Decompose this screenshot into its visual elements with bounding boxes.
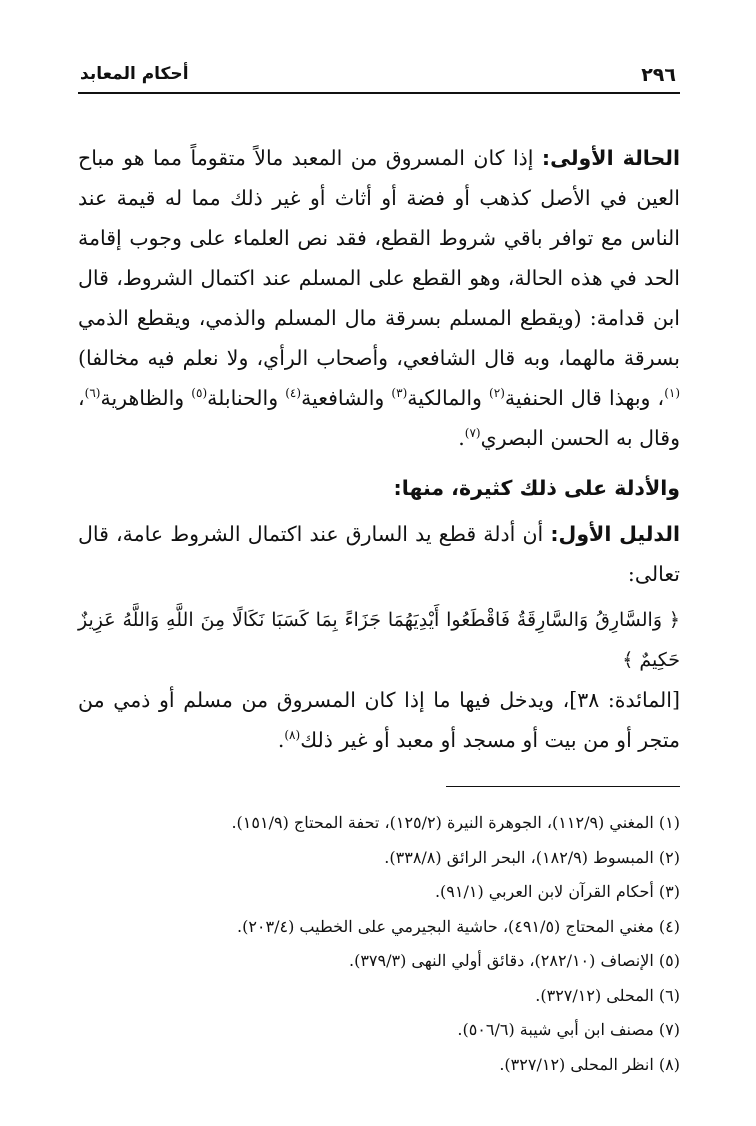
footnote-6: (٦) المحلى (٣٢٧/١٢).	[535, 985, 680, 1005]
book-title: أحكام المعابد	[80, 64, 189, 84]
main-text	[78, 138, 680, 760]
evidence-heading: والأدلة على ذلك كثيرة، منها:	[393, 476, 680, 500]
evidence-one-label: الدليل الأول:	[550, 522, 680, 546]
footnote-1: (١) المغني (١١٢/٩)، الجوهرة النيرة (١٢٥/٢)، تحفة المحتاج (١٥١/٩).	[231, 813, 680, 832]
quran-verse: ﴿ وَالسَّارِقُ وَالسَّارِقَةُ فَاقْطَعُوا أَيْدِيَهُمَا جَزَاءً بِمَا كَسَبَا نَكَالًا مِنَ اللَّهِ وَاللَّهُ عَزِيزٌ حَكِيمٌ ﴾	[78, 609, 680, 671]
footnote-ref-5[interactable]: (٥)	[191, 386, 208, 401]
footnote-ref-3[interactable]: (٣)	[391, 386, 408, 401]
evidence-one-text: أن أدلة قطع يد السارق عند اكتمال الشروط عامة، قال تعالى:	[78, 522, 680, 586]
book-page	[78, 58, 680, 1078]
footnote-rule	[446, 786, 680, 787]
paragraph-verse-commentary	[78, 680, 680, 760]
case-one-text: إذا كان المسروق من المعبد مالاً متقوماً مما هو مباح العين في الأصل كذهب أو فضة أو أثاث أو غير ذلك مما له قيمة عند الناس مع توافر باقي شروط القطع، فقد نص العلماء على وجوب إقامة الحد في هذه الحالة، وهو القطع على المسلم عند اكتمال الشروط، قال ابن قدامة: (ويقطع المسلم بسرقة مال المسلم والذمي، ويقطع الذمي بسرقة مالهما، وبه قال الشافعي، وأصحاب الرأي، ولا نعلم فيه مخالفا)	[78, 146, 680, 370]
case-one-text-6: والظاهرية	[100, 386, 192, 410]
case-one-label: الحالة الأولى:	[541, 146, 680, 170]
verse-commentary-end: .	[277, 728, 285, 752]
case-one-text-5: والحنابلة	[207, 386, 286, 410]
footnote-ref-4[interactable]: (٤)	[285, 386, 302, 401]
case-one-text-3: والمالكية	[407, 386, 490, 410]
paragraph-case-one	[78, 138, 680, 458]
footnote-separator	[78, 780, 680, 796]
footnote-2: (٢) المبسوط (١٨٢/٩)، البحر الرائق (٣٣٨/٨).	[384, 847, 680, 867]
case-one-text-7: ، وقال به الحسن البصري	[78, 386, 680, 450]
page-number: ٢٩٦	[641, 64, 676, 86]
paragraph-evidence-one	[78, 514, 680, 594]
verse-commentary-text: [المائدة: ٣٨]، ويدخل فيها ما إذا كان المسروق من مسلم أو ذمي من متجر أو من بيت أو مسجد أو معبد أو غير ذلك	[78, 688, 680, 752]
case-one-end: .	[458, 426, 465, 450]
footnote-ref-2[interactable]: (٢)	[489, 386, 505, 401]
footnotes	[78, 806, 680, 1082]
case-one-text-4: والشافعية	[301, 386, 392, 410]
footnote-ref-6[interactable]: (٦)	[84, 386, 101, 401]
footnote-8: (٨) انظر المحلى (٣٢٧/١٢).	[499, 1054, 680, 1074]
footnote-3: (٣) أحكام القرآن لابن العربي (٩١/١).	[434, 882, 680, 901]
footnote-4: (٤) مغني المحتاج (٤٩١/٥)، حاشية البجيرمي على الخطيب (٢٠٣/٤).	[236, 916, 680, 936]
footnote-ref-8[interactable]: (٨)	[284, 728, 301, 743]
running-header	[78, 58, 680, 94]
footnote-ref-7[interactable]: (٧)	[464, 426, 481, 441]
footnote-7: (٧) مصنف ابن أبي شيبة (٥٠٦/٦).	[457, 1020, 680, 1039]
footnote-ref-1[interactable]: (١)	[664, 386, 681, 401]
footnote-5: (٥) الإنصاف (٢٨٢/١٠)، دقائق أولي النهى (٣٧٩/٣).	[349, 951, 680, 970]
case-one-text-2: ، وبهذا قال الحنفية	[504, 386, 665, 410]
